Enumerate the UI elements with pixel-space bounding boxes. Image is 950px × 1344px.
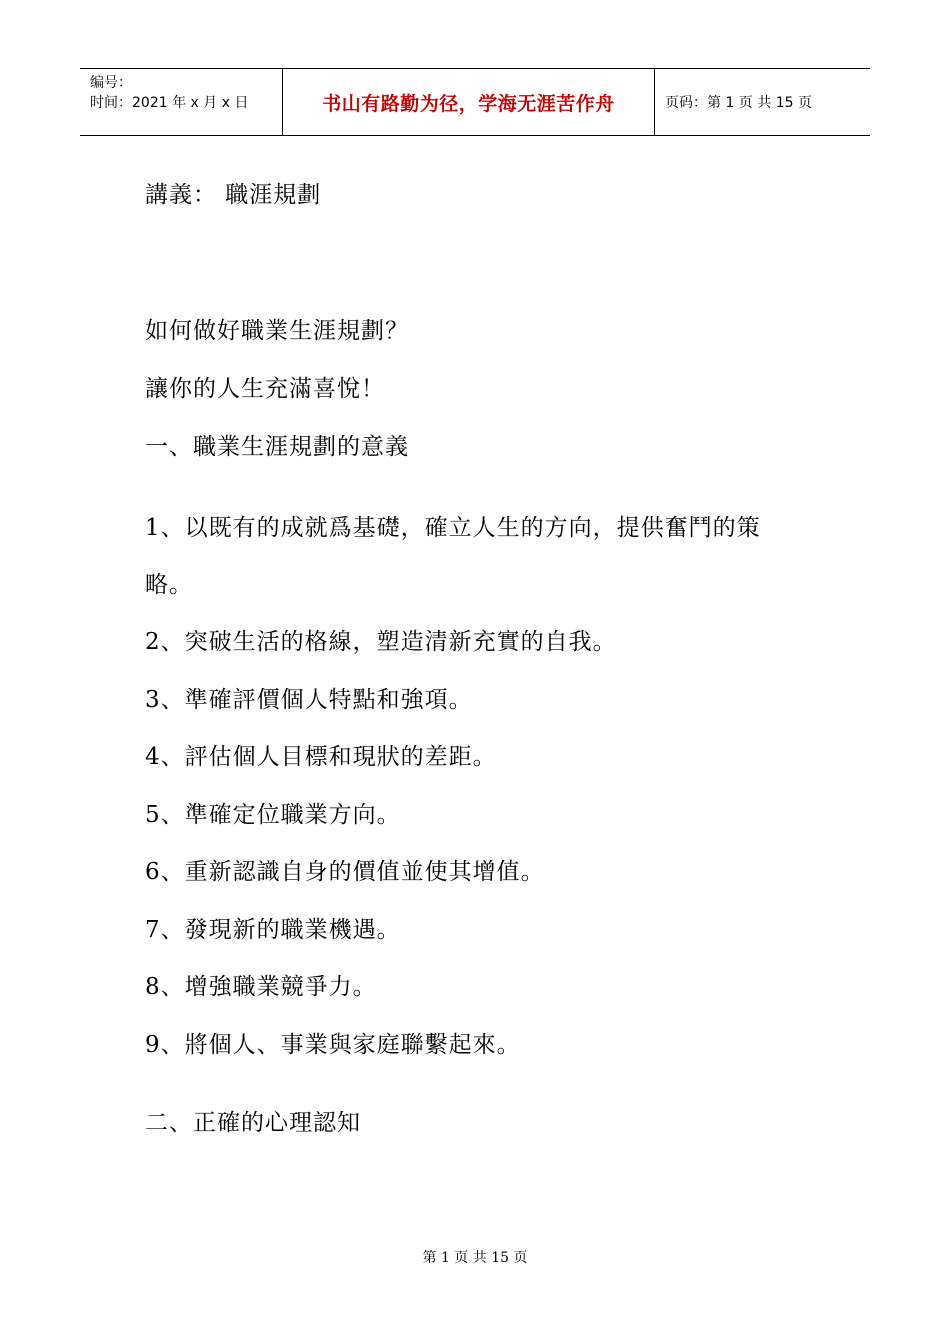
item-text: 、重新認識自身的價值並使其增值。 xyxy=(160,859,545,885)
item-text: 、以既有的成就爲基礎，確立人生的方向，提供奮鬥的策 xyxy=(160,515,761,541)
item-text: 、將個人、事業與家庭聯繫起來。 xyxy=(160,1032,521,1058)
item-text: 、突破生活的格線，塑造清新充實的自我。 xyxy=(160,629,617,655)
item-number: 3 xyxy=(145,687,161,713)
item-number: 4 xyxy=(145,744,161,770)
tagline: 讓你的人生充滿喜悅！ xyxy=(145,376,385,402)
list-item xyxy=(145,509,761,542)
number-label: 编号： xyxy=(90,75,132,91)
item-text: 、評估個人目標和現狀的差距。 xyxy=(160,744,497,770)
item-number: 8 xyxy=(145,974,161,1000)
list-item xyxy=(145,968,377,1001)
lecture-title: 講義： 職涯規劃 xyxy=(145,182,322,208)
time-label: 时间：2021 年 x 月 x 日 xyxy=(90,95,249,111)
list-item xyxy=(145,738,497,771)
list-item xyxy=(145,681,473,714)
page-info: 页码：第 1 页 共 15 页 xyxy=(665,95,812,111)
motto: 书山有路勤为径，学海无涯苦作舟 xyxy=(282,69,655,135)
item-text: 略。 xyxy=(145,572,193,598)
header-left-cell xyxy=(80,69,282,135)
list-item xyxy=(145,1026,521,1059)
item-text: 、準確評價個人特點和強項。 xyxy=(160,687,473,713)
question-line: 如何做好職業生涯規劃？ xyxy=(145,318,409,344)
item-number: 6 xyxy=(145,859,161,885)
item-number: 5 xyxy=(145,802,161,828)
item-text: 、增強職業競爭力。 xyxy=(160,974,377,1000)
item-text: 、準確定位職業方向。 xyxy=(160,802,401,828)
section-1-heading: 一、職業生涯規劃的意義 xyxy=(145,434,409,460)
list-item xyxy=(145,853,545,886)
header-table xyxy=(80,68,870,136)
page-footer: 第 1 页 共 15 页 xyxy=(422,1250,528,1266)
item-number: 7 xyxy=(145,917,161,943)
item-text: 、發現新的職業機遇。 xyxy=(160,917,401,943)
item-number: 1 xyxy=(145,515,161,541)
list-item-continuation xyxy=(145,566,193,599)
list-item xyxy=(145,796,401,829)
list-item xyxy=(145,911,401,944)
item-number: 2 xyxy=(145,629,161,655)
list-item xyxy=(145,623,617,656)
section-2-heading: 二、正確的心理認知 xyxy=(145,1110,361,1136)
item-number: 9 xyxy=(145,1032,161,1058)
